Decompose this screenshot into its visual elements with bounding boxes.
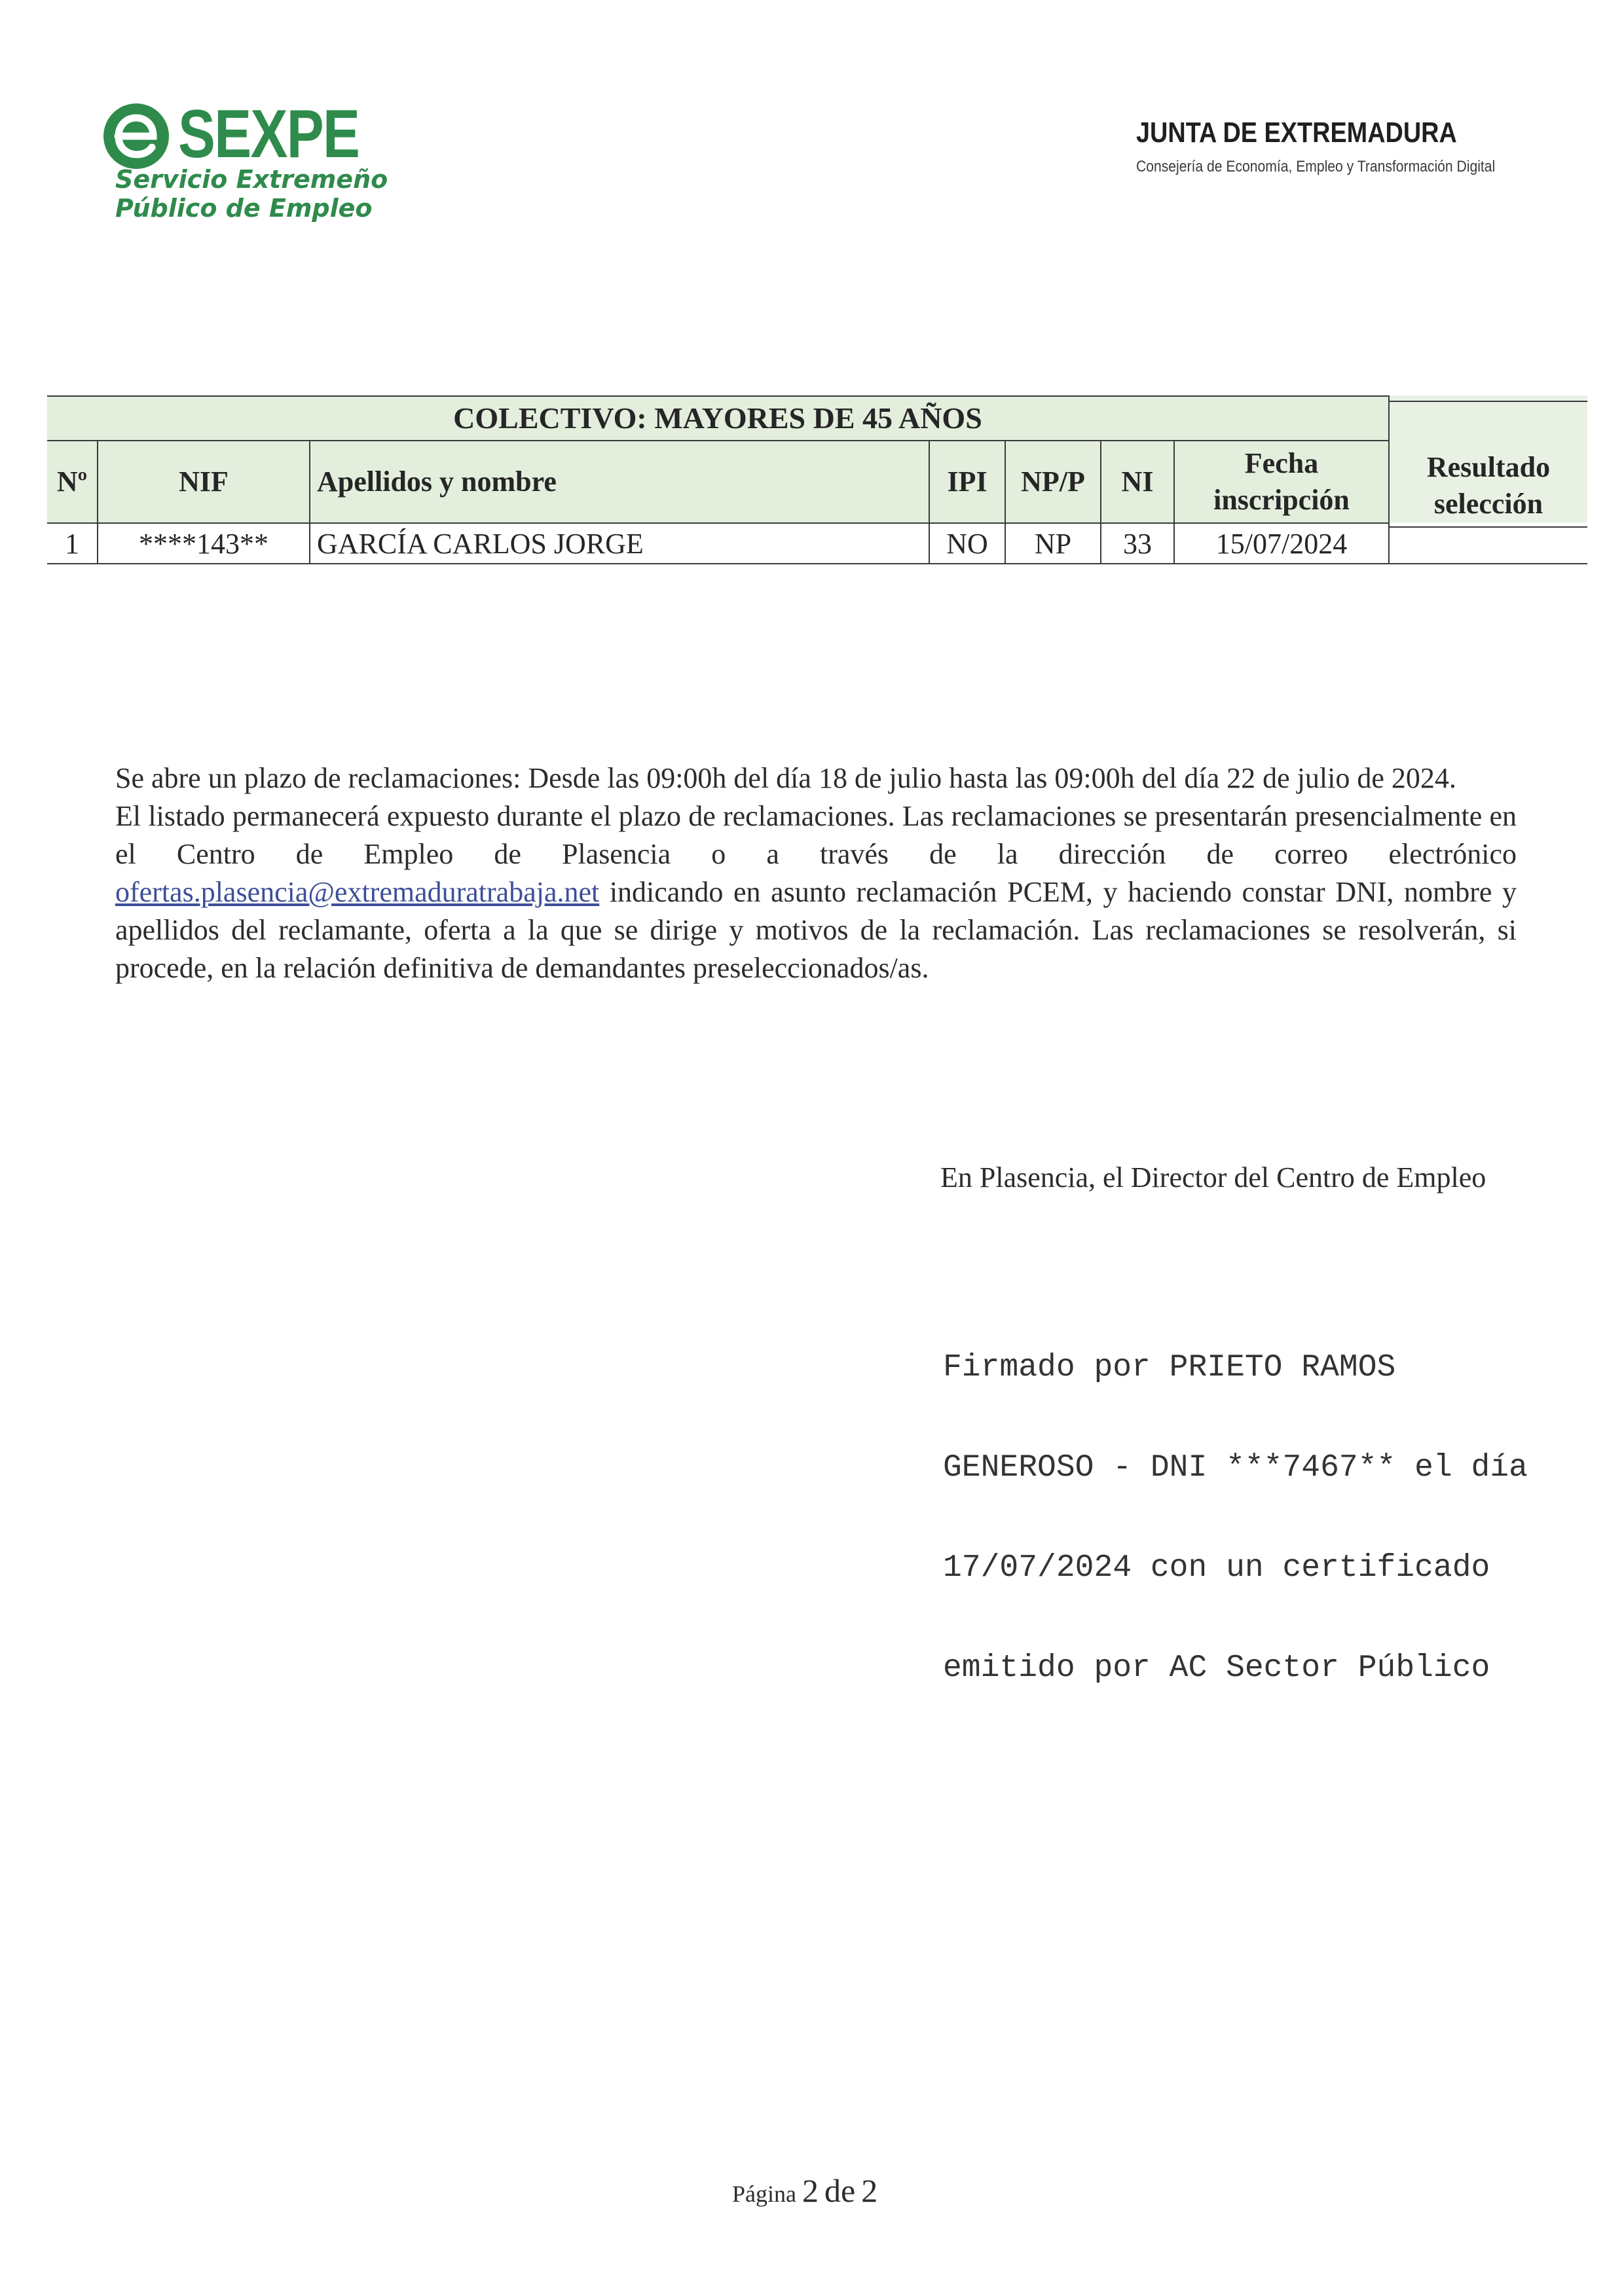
claims-procedure-text-end: indicando en asunto reclamación PCEM, y haciendo constar DNI, nombre y apellidos del reclamante, oferta a la que se dirige y motivos de la reclamación. Las reclamaciones se resolverán, si procede, en la relación definitiva de demandantes preseleccionados/as.: [115, 876, 1517, 984]
claims-procedure-paragraph: [115, 797, 1517, 987]
digital-signature-line: Firmado por PRIETO RAMOS: [943, 1350, 1396, 1385]
claims-email-link[interactable]: ofertas.plasencia@extremaduratrabaja.net: [115, 876, 600, 908]
column-header-fecha-line1: Fecha: [1244, 447, 1319, 479]
page-label: Página: [732, 2181, 796, 2207]
signature-place-line: En Plasencia, el Director del Centro de Empleo: [940, 1161, 1486, 1194]
sexpe-subtitle-line1: Servicio Extremeño: [115, 165, 388, 194]
sexpe-subtitle: [115, 165, 388, 223]
claims-period-paragraph: Se abre un plazo de reclamaciones: Desde las 09:00h del día 18 de julio hasta las 09:00h del día 22 de julio de 2024.: [115, 762, 1456, 794]
junta-subtitle: Consejería de Economía, Empleo y Transformación Digital: [1136, 158, 1496, 175]
column-header-fecha: [1175, 441, 1388, 522]
table-rule-bottom: [47, 563, 1587, 564]
digital-signature-line: emitido por AC Sector Público: [943, 1650, 1490, 1686]
table-cell-resultado: [1390, 528, 1587, 563]
column-header-nif: NIF: [179, 465, 229, 498]
page-current: 2: [802, 2172, 819, 2209]
column-header-resultado-line2: selección: [1433, 488, 1543, 520]
table-cell-ipi: NO: [946, 527, 988, 560]
page-number: [732, 2171, 877, 2214]
column-header-npp: NP/P: [1021, 465, 1085, 498]
table-title: COLECTIVO: MAYORES DE 45 AÑOS: [453, 401, 982, 435]
sexpe-wordmark: SEXPE: [178, 96, 360, 172]
table-cell-name: GARCÍA CARLOS JORGE: [317, 527, 644, 560]
candidates-table: [47, 395, 1587, 566]
sexpe-e-icon: [98, 96, 177, 174]
claims-notice: [115, 759, 1517, 987]
table-rule-top-result: [1388, 401, 1587, 402]
column-header-resultado: [1390, 445, 1587, 526]
page-of-label: de: [824, 2172, 856, 2209]
column-header-ipi: IPI: [947, 465, 987, 498]
junta-title: JUNTA DE EXTREMADURA: [1136, 117, 1457, 149]
digital-signature-line: GENEROSO - DNI ***7467** el día: [943, 1450, 1528, 1485]
sexpe-subtitle-line2: Público de Empleo: [115, 194, 373, 223]
column-header-num: Nº: [56, 465, 88, 498]
page-total: 2: [861, 2172, 878, 2209]
junta-extremadura-header: [1136, 115, 1529, 177]
digital-signature-line: 17/07/2024 con un certificado: [943, 1550, 1490, 1586]
sexpe-logo: [98, 92, 465, 223]
column-header-name: Apellidos y nombre: [317, 465, 557, 498]
table-cell-npp: NP: [1034, 527, 1072, 560]
column-header-fecha-line2: inscripción: [1213, 484, 1350, 516]
table-cell-num: 1: [65, 527, 79, 560]
column-header-resultado-line1: Resultado: [1426, 451, 1551, 483]
table-cell-fecha: 15/07/2024: [1215, 527, 1348, 560]
digital-signature-stamp: [943, 1285, 1528, 1719]
column-header-ni: NI: [1121, 465, 1154, 498]
table-cell-nif: ****143**: [139, 527, 268, 560]
claims-procedure-text-start: El listado permanecerá expuesto durante el plazo de reclamaciones. Las reclamaciones se presentarán presencialmente en el Centro de Empleo de Plasencia o a través de la dirección de correo electrónico: [115, 800, 1517, 870]
table-cell-ni: 33: [1123, 527, 1152, 560]
